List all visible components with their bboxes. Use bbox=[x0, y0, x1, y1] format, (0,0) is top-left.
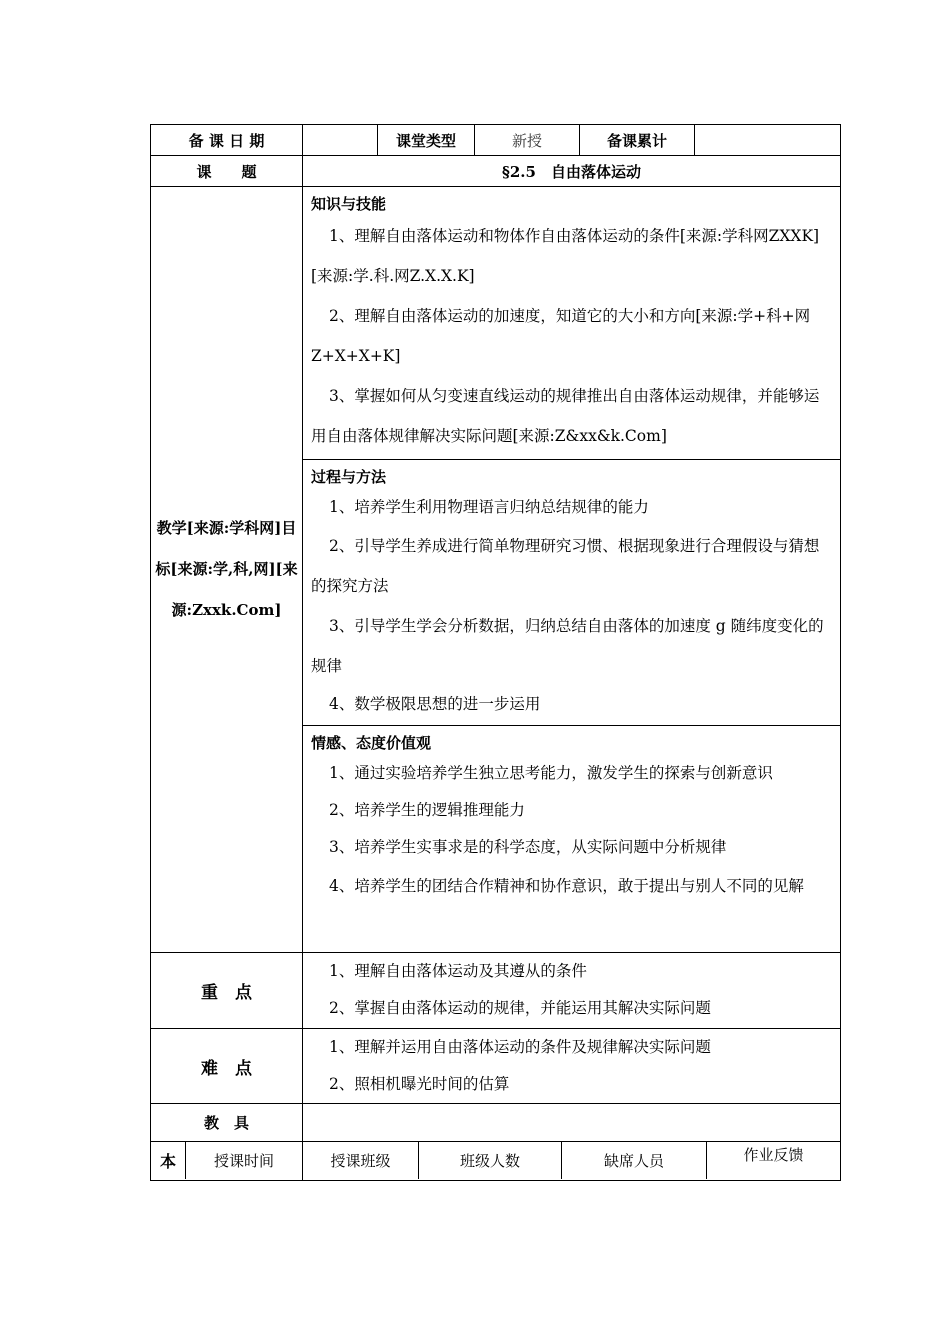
type-value: 新授 bbox=[475, 125, 580, 156]
key-point-item: 1、理解自由落体运动及其遵从的条件 bbox=[329, 962, 587, 980]
goals-knowledge-row bbox=[151, 187, 841, 460]
col-homework-feedback: 作业反馈 bbox=[743, 1146, 804, 1164]
difficult-points-row bbox=[151, 1029, 841, 1104]
bottom-left-cell bbox=[151, 1142, 303, 1181]
emotion-item: 1、通过实验培养学生独立思考能力，激发学生的探索与创新意识 bbox=[329, 764, 773, 782]
count-label: 备课累计 bbox=[580, 125, 695, 156]
difficult-points-content bbox=[303, 1029, 841, 1104]
knowledge-section bbox=[303, 187, 841, 460]
key-points-content bbox=[303, 953, 841, 1029]
col-class: 授课班级 bbox=[303, 1142, 419, 1179]
knowledge-title: 知识与技能 bbox=[311, 195, 387, 213]
type-label: 课堂类型 bbox=[378, 125, 475, 156]
key-points-label: 重 点 bbox=[151, 953, 303, 1029]
emotion-title: 情感、态度价值观 bbox=[311, 734, 432, 752]
tools-row bbox=[151, 1104, 841, 1142]
difficult-points-label: 难 点 bbox=[151, 1029, 303, 1104]
topic-title: §2.5 自由落体运动 bbox=[303, 156, 841, 187]
emotion-item: 4、培养学生的团结合作精神和协作意识，敢于提出与别人不同的见解 bbox=[329, 877, 804, 895]
process-item: 4、数学极限思想的进一步运用 bbox=[329, 695, 541, 713]
process-item: 1、培养学生利用物理语言归纳总结规律的能力 bbox=[329, 498, 649, 516]
count-value bbox=[695, 125, 841, 156]
tools-value bbox=[303, 1104, 841, 1142]
key-point-item: 2、掌握自由落体运动的规律，并能运用其解决实际问题 bbox=[329, 999, 711, 1017]
process-item: 2、引导学生养成进行简单物理研究习惯、根据现象进行合理假设与猜想的探究方法 bbox=[311, 537, 820, 595]
header-row bbox=[151, 125, 841, 156]
col-teaching-time: 授课时间 bbox=[213, 1152, 274, 1170]
date-value bbox=[303, 125, 378, 156]
emotion-item: 3、培养学生实事求是的科学态度，从实际问题中分析规律 bbox=[329, 838, 727, 856]
emotion-item: 2、培养学生的逻辑推理能力 bbox=[329, 801, 525, 819]
col-absentees: 缺席人员 bbox=[562, 1142, 707, 1179]
key-points-row bbox=[151, 953, 841, 1029]
bottom-row bbox=[151, 1142, 841, 1181]
lesson-plan-table bbox=[150, 124, 841, 1181]
topic-label: 课 题 bbox=[151, 156, 303, 187]
topic-row bbox=[151, 156, 841, 187]
date-label: 备 课 日 期 bbox=[151, 125, 303, 156]
difficult-point-item: 1、理解并运用自由落体运动的条件及规律解决实际问题 bbox=[329, 1038, 711, 1056]
bottom-row-label: 本 bbox=[151, 1142, 186, 1179]
process-title: 过程与方法 bbox=[311, 468, 387, 486]
col-class-size: 班级人数 bbox=[419, 1142, 562, 1179]
emotion-section bbox=[303, 726, 841, 953]
process-item: 3、引导学生学会分析数据，归纳总结自由落体的加速度 g 随纬度变化的规律 bbox=[311, 617, 824, 675]
knowledge-item: 3、掌握如何从匀变速直线运动的规律推出自由落体运动规律，并能够运用自由落体规律解决实际问题[来源:Z&xx&k.Com] bbox=[311, 387, 820, 445]
knowledge-item: 1、理解自由落体运动和物体作自由落体运动的条件[来源:学科网ZXXK][来源:学.科.网Z.X.X.K] bbox=[311, 227, 820, 285]
tools-label: 教 具 bbox=[151, 1104, 303, 1142]
process-section bbox=[303, 460, 841, 726]
bottom-right-cell bbox=[303, 1142, 841, 1181]
goals-label: 教学[来源:学科网]目标[来源:学,科,网][来源:Zxxk.Com] bbox=[151, 187, 303, 953]
knowledge-item: 2、理解自由落体运动的加速度，知道它的大小和方向[来源:学+科+网Z+X+X+K] bbox=[311, 307, 811, 365]
difficult-point-item: 2、照相机曝光时间的估算 bbox=[329, 1075, 510, 1093]
